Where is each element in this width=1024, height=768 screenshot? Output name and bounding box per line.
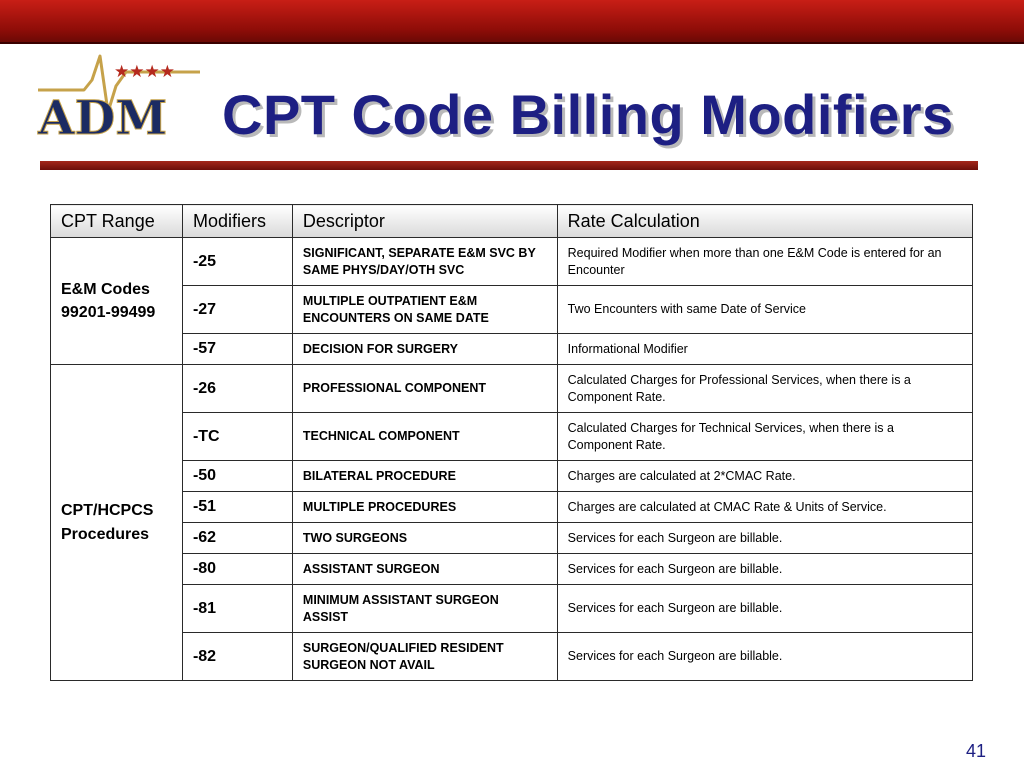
table-header-row <box>51 205 973 238</box>
modifier-cell: -81 <box>182 585 292 633</box>
descriptor-cell: TWO SURGEONS <box>292 523 557 554</box>
table-row <box>51 238 973 286</box>
modifier-cell: -51 <box>182 492 292 523</box>
rate-cell: Calculated Charges for Professional Services, when there is a Component Rate. <box>557 365 972 413</box>
range-cell-procedures <box>51 365 183 681</box>
logo-stars: ★★★★ <box>114 62 175 82</box>
descriptor-cell: MULTIPLE PROCEDURES <box>292 492 557 523</box>
range-cell-em <box>51 238 183 365</box>
logo-text: ADM <box>38 91 168 142</box>
range-name: E&M Codes <box>61 280 150 298</box>
modifier-cell: -82 <box>182 633 292 681</box>
header-rate-calculation: Rate Calculation <box>557 205 972 238</box>
rate-cell: Two Encounters with same Date of Service <box>557 286 972 334</box>
table-row <box>51 461 973 492</box>
table-row <box>51 585 973 633</box>
header-descriptor: Descriptor <box>292 205 557 238</box>
range-subtitle: Procedures <box>61 525 150 543</box>
table-row <box>51 492 973 523</box>
top-banner <box>0 0 1024 44</box>
modifier-cell: -26 <box>182 365 292 413</box>
table-row <box>51 523 973 554</box>
descriptor-cell: DECISION FOR SURGERY <box>292 334 557 365</box>
descriptor-cell: MULTIPLE OUTPATIENT E&M ENCOUNTERS ON SAME DATE <box>292 286 557 334</box>
table-row <box>51 554 973 585</box>
rate-cell: Charges are calculated at CMAC Rate & Units of Service. <box>557 492 972 523</box>
table-row <box>51 413 973 461</box>
descriptor-cell: SURGEON/QUALIFIED RESIDENT SURGEON NOT AVAIL <box>292 633 557 681</box>
table-row <box>51 633 973 681</box>
descriptor-cell: ASSISTANT SURGEON <box>292 554 557 585</box>
page-title: CPT Code Billing Modifiers <box>222 83 954 146</box>
modifier-cell: -57 <box>182 334 292 365</box>
rate-cell: Services for each Surgeon are billable. <box>557 554 972 585</box>
header-modifiers: Modifiers <box>182 205 292 238</box>
adm-logo <box>36 50 206 142</box>
rate-cell: Calculated Charges for Technical Services, when there is a Component Rate. <box>557 413 972 461</box>
rate-cell: Charges are calculated at 2*CMAC Rate. <box>557 461 972 492</box>
descriptor-cell: TECHNICAL COMPONENT <box>292 413 557 461</box>
rate-cell: Services for each Surgeon are billable. <box>557 585 972 633</box>
header-cpt-range: CPT Range <box>51 205 183 238</box>
rate-cell: Informational Modifier <box>557 334 972 365</box>
rate-cell: Required Modifier when more than one E&M Code is entered for an Encounter <box>557 238 972 286</box>
descriptor-cell: SIGNIFICANT, SEPARATE E&M SVC BY SAME PHYS/DAY/OTH SVC <box>292 238 557 286</box>
rate-cell: Services for each Surgeon are billable. <box>557 633 972 681</box>
rate-cell: Services for each Surgeon are billable. <box>557 523 972 554</box>
modifier-cell: -25 <box>182 238 292 286</box>
modifier-cell: -62 <box>182 523 292 554</box>
table-row <box>51 334 973 365</box>
modifier-cell: -TC <box>182 413 292 461</box>
page-number: 41 <box>965 741 986 761</box>
range-name: CPT/HCPCS <box>61 502 154 520</box>
modifier-cell: -80 <box>182 554 292 585</box>
modifiers-table <box>50 204 973 681</box>
range-codes: 99201-99499 <box>61 304 156 321</box>
table-row <box>51 286 973 334</box>
title-underline <box>40 161 978 170</box>
modifier-cell: -50 <box>182 461 292 492</box>
descriptor-cell: BILATERAL PROCEDURE <box>292 461 557 492</box>
descriptor-cell: MINIMUM ASSISTANT SURGEON ASSIST <box>292 585 557 633</box>
modifier-cell: -27 <box>182 286 292 334</box>
descriptor-cell: PROFESSIONAL COMPONENT <box>292 365 557 413</box>
table-row <box>51 365 973 413</box>
